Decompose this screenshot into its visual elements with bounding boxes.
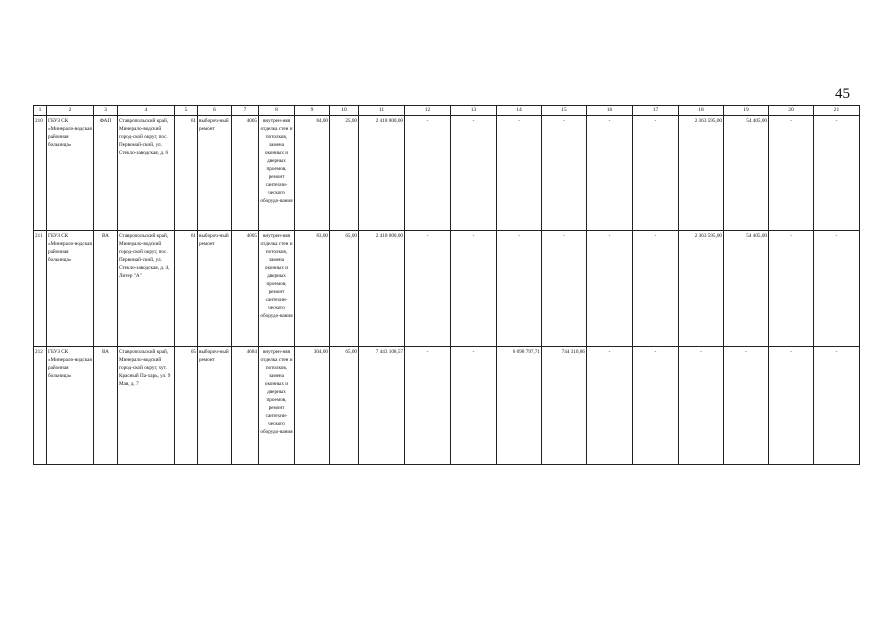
header-cell: 9 — [295, 106, 330, 116]
header-cell: 5 — [175, 106, 198, 116]
col12-cell: - — [405, 347, 451, 465]
col17-cell: - — [633, 116, 679, 231]
works-cell: внутрен-няя отделка стен и потолков, замена оконных и дверных проемов, ремонт сантехни-ческого оборудо-вания — [259, 116, 295, 231]
address-cell: Ставропольский край, Минерало-водский город-ской округ, пос. Первомай-ский, ул. Стекло-заводская, д. 6 — [118, 116, 175, 231]
col19-cell: 54 405,00 — [724, 231, 769, 347]
repair-type-cell: выбороч-ный ремонт — [198, 116, 232, 231]
col15-cell: - — [542, 116, 587, 231]
table-row — [34, 116, 860, 231]
col15-cell: 744 310,86 — [542, 347, 587, 465]
col20-cell: - — [769, 231, 814, 347]
works-cell: внутрен-няя отделка стен и потолков, замена оконных и дверных проемов, ремонт сантехни-ческого оборудо-вания — [259, 231, 295, 347]
header-cell: 12 — [405, 106, 451, 116]
col10-cell: 65,00 — [330, 231, 359, 347]
col13-cell: - — [451, 231, 497, 347]
col21-cell: - — [814, 347, 860, 465]
row-number: 212 — [34, 347, 47, 465]
header-cell: 16 — [587, 106, 633, 116]
col5-cell: 61 — [175, 231, 198, 347]
header-cell: 20 — [769, 106, 814, 116]
header-cell: 21 — [814, 106, 860, 116]
facility-type-cell: ФАП — [94, 116, 118, 231]
col11-cell: 7 443 108,57 — [359, 347, 405, 465]
header-cell: 2 — [47, 106, 94, 116]
header-cell: 3 — [94, 106, 118, 116]
col9-cell: 84,00 — [295, 116, 330, 231]
table-row — [34, 231, 860, 347]
col19-cell: 54 405,00 — [724, 116, 769, 231]
header-cell: 14 — [497, 106, 542, 116]
col14-cell: - — [497, 116, 542, 231]
organization-cell: ГБУЗ СК «Минерало-водская районная больница» — [47, 347, 94, 465]
col15-cell: - — [542, 231, 587, 347]
col16-cell: - — [587, 347, 633, 465]
repair-type-cell: выбороч-ный ремонт — [198, 347, 232, 465]
col10-cell: 65,00 — [330, 347, 359, 465]
header-cell: 4 — [118, 106, 175, 116]
organization-cell: ГБУЗ СК «Минерало-водская районная больница» — [47, 116, 94, 231]
col5-cell: 61 — [175, 116, 198, 231]
col7-cell: 4005 — [232, 116, 259, 231]
row-number: 211 — [34, 231, 47, 347]
col21-cell: - — [814, 116, 860, 231]
table-row — [34, 347, 860, 465]
header-cell: 17 — [633, 106, 679, 116]
col5-cell: 65 — [175, 347, 198, 465]
facility-type-cell: ВА — [94, 347, 118, 465]
col12-cell: - — [405, 231, 451, 347]
address-cell: Ставропольский край, Минерало-водский город-ской округ, пос. Первомай-ский, ул. Стекло-заводская, д. 4, Литер "А" — [118, 231, 175, 347]
col11-cell: 2 418 000,00 — [359, 231, 405, 347]
col11-cell: 2 418 000,00 — [359, 116, 405, 231]
address-cell: Ставропольский край, Минерало-водский город-ской округ, хут. Красный Па-харь, ул. 9 Мая, д. 7 — [118, 347, 175, 465]
col14-cell: 6 698 797,71 — [497, 347, 542, 465]
col20-cell: - — [769, 347, 814, 465]
header-cell: 19 — [724, 106, 769, 116]
header-cell: 11 — [359, 106, 405, 116]
col18-cell: 2 363 595,00 — [679, 231, 724, 347]
header-cell: 13 — [451, 106, 497, 116]
repair-type-cell: выбороч-ный ремонт — [198, 231, 232, 347]
col16-cell: - — [587, 231, 633, 347]
col21-cell: - — [814, 231, 860, 347]
col13-cell: - — [451, 347, 497, 465]
col7-cell: 4005 — [232, 231, 259, 347]
col20-cell: - — [769, 116, 814, 231]
organization-cell: ГБУЗ СК «Минерало-водская районная больница» — [47, 231, 94, 347]
header-cell: 10 — [330, 106, 359, 116]
header-cell: 1 — [34, 106, 47, 116]
col14-cell: - — [497, 231, 542, 347]
renovation-table — [33, 105, 860, 465]
col7-cell: 4684 — [232, 347, 259, 465]
works-cell: внутрен-няя отделка стен и потолков, замена оконных и дверных проемов, ремонт сантехни-ческого оборудо-вания — [259, 347, 295, 465]
col18-cell: 2 363 595,00 — [679, 116, 724, 231]
col12-cell: - — [405, 116, 451, 231]
col9-cell: 304,00 — [295, 347, 330, 465]
header-cell: 15 — [542, 106, 587, 116]
row-number: 210 — [34, 116, 47, 231]
header-cell: 6 — [198, 106, 232, 116]
col18-cell: - — [679, 347, 724, 465]
page-number: 45 — [835, 86, 850, 102]
col16-cell: - — [587, 116, 633, 231]
col17-cell: - — [633, 347, 679, 465]
col10-cell: 25,00 — [330, 116, 359, 231]
col19-cell: - — [724, 347, 769, 465]
header-cell: 7 — [232, 106, 259, 116]
header-cell: 8 — [259, 106, 295, 116]
col17-cell: - — [633, 231, 679, 347]
facility-type-cell: ВА — [94, 231, 118, 347]
header-row — [34, 106, 860, 116]
header-cell: 18 — [679, 106, 724, 116]
col9-cell: 83,00 — [295, 231, 330, 347]
col13-cell: - — [451, 116, 497, 231]
